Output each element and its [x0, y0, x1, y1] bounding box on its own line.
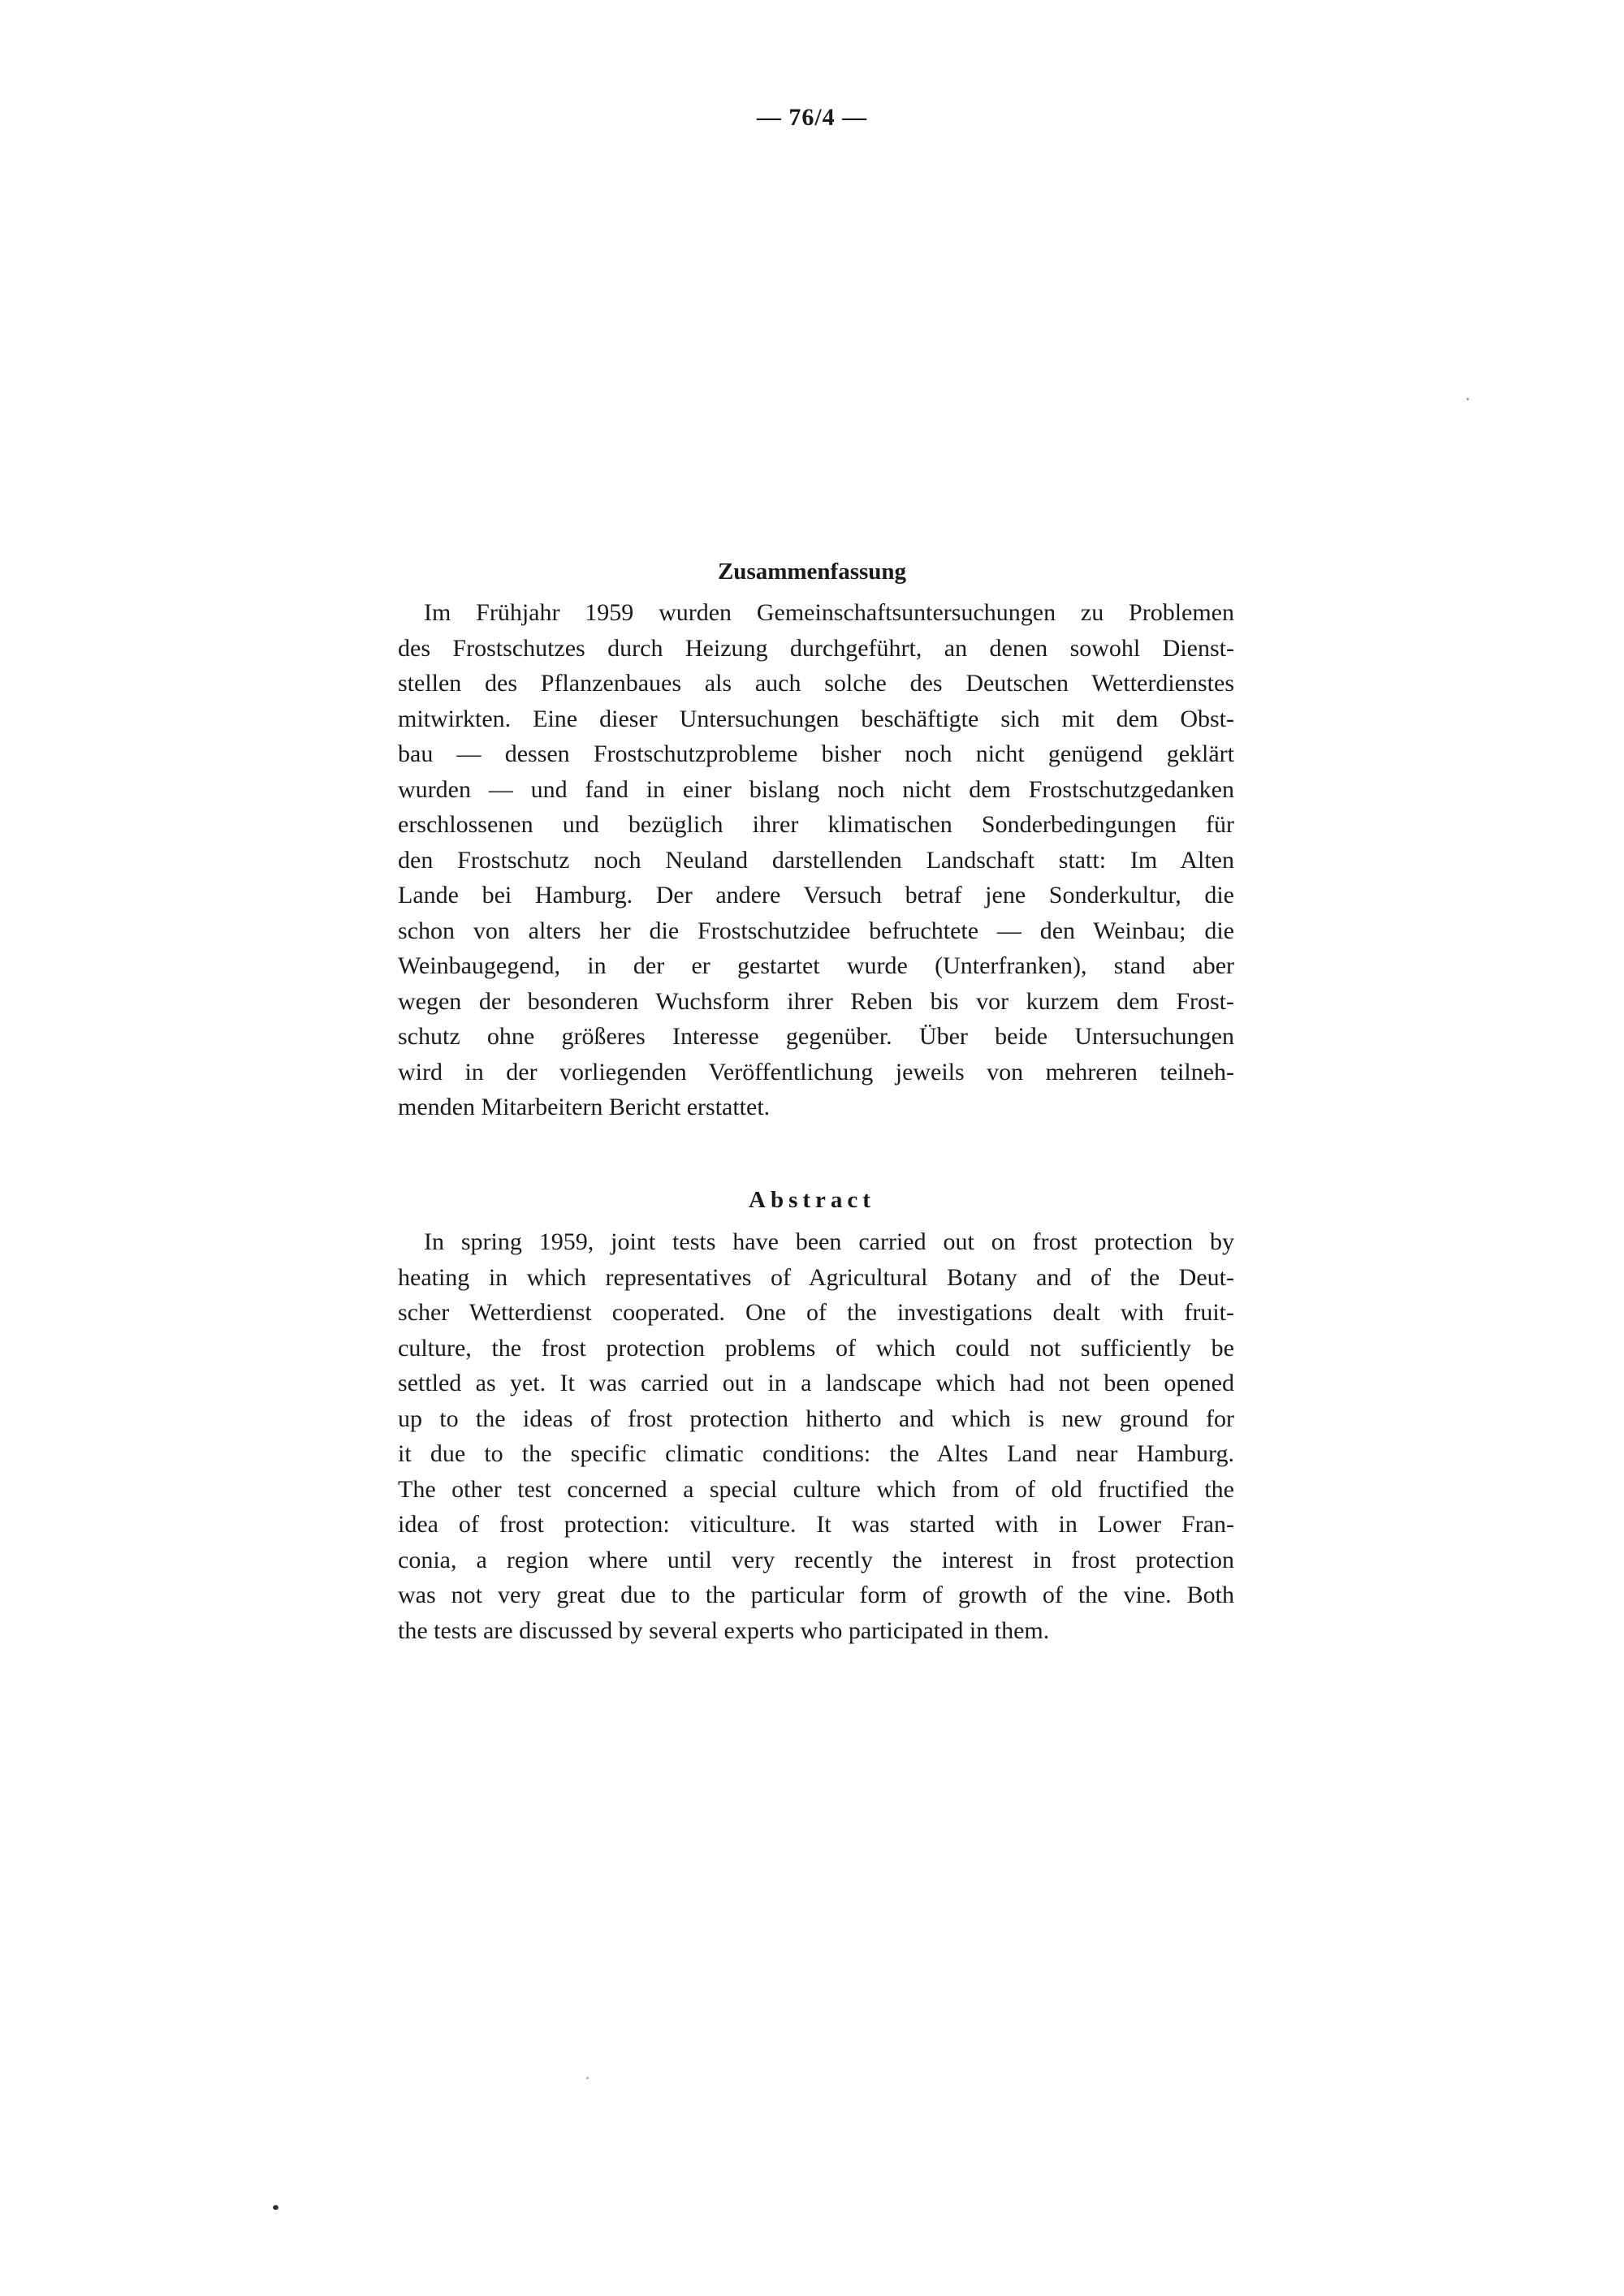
paragraph-line: bau — dessen Frostschutzprobleme bisher noch nicht genügend geklärt	[398, 740, 1234, 767]
paragraph-line: mitwirkten. Eine dieser Untersuchungen beschäftigte sich mit dem Obst-	[398, 705, 1234, 732]
paragraph-line: schutz ohne größeres Interesse gegenüber. Über beide Untersuchungen	[398, 1023, 1234, 1050]
paragraph-line: des Frostschutzes durch Heizung durchgeführt, an denen sowohl Dienst-	[398, 634, 1234, 662]
paragraph-line: erschlossenen und bezüglich ihrer klimatischen Sonderbedingungen für	[398, 811, 1234, 838]
scan-speck	[273, 2205, 279, 2210]
paragraph-line: stellen des Pflanzenbaues als auch solche des Deutschen Wetterdienstes	[398, 670, 1234, 697]
paragraph-line: menden Mitarbeitern Bericht erstattet.	[398, 1094, 771, 1120]
abstract-heading: Abstract	[749, 1187, 875, 1213]
paragraph-line: wurden — und fand in einer bislang noch nicht dem Frostschutzgedanken	[398, 775, 1234, 803]
paragraph-line: The other test concerned a special culture which from of old fructified the	[398, 1475, 1234, 1503]
paragraph-line: heating in which representatives of Agricultural Botany and of the Deut-	[398, 1263, 1234, 1291]
paragraph-line: scher Wetterdienst cooperated. One of the investigations dealt with fruit-	[398, 1299, 1234, 1326]
paragraph-line: Im Frühjahr 1959 wurden Gemeinschaftsuntersuchungen zu Problemen	[424, 599, 1234, 626]
paragraph-line: den Frostschutz noch Neuland darstellenden Landschaft statt: Im Alten	[398, 846, 1234, 874]
paragraph-line: culture, the frost protection problems of which could not sufficiently be	[398, 1334, 1234, 1362]
scan-speck	[1466, 398, 1469, 400]
zusammenfassung-body	[398, 595, 1234, 1125]
paragraph-line: schon von alters her die Frostschutzidee befruchtete — den Weinbau; die	[398, 917, 1234, 944]
paragraph-line: Weinbaugegend, in der er gestartet wurde (Unterfranken), stand aber	[398, 952, 1234, 979]
paragraph-line: Lande bei Hamburg. Der andere Versuch betraf jene Sonderkultur, die	[398, 882, 1234, 908]
abstract-body	[398, 1224, 1234, 1648]
paragraph-line: idea of frost protection: viticulture. It was started with in Lower Fran-	[398, 1511, 1234, 1538]
paragraph-line: it due to the specific climatic conditions: the Altes Land near Hamburg.	[398, 1440, 1234, 1467]
zusammenfassung-heading: Zusammenfassung	[717, 559, 907, 585]
paragraph-line: conia, a region where until very recently the interest in frost protection	[398, 1546, 1234, 1573]
paragraph-line: was not very great due to the particular form of growth of the vine. Both	[398, 1582, 1234, 1608]
page-number: — 76/4 —	[756, 104, 868, 131]
paragraph-line: In spring 1959, joint tests have been carried out on frost protection by	[424, 1228, 1234, 1255]
scan-speck	[586, 2077, 589, 2079]
paragraph-line: settled as yet. It was carried out in a landscape which had not been opened	[398, 1370, 1234, 1396]
paragraph-line: wird in der vorliegenden Veröffentlichung jeweils von mehreren teilneh-	[398, 1058, 1234, 1085]
paragraph-line: wegen der besonderen Wuchsform ihrer Reben bis vor kurzem dem Frost-	[398, 987, 1234, 1015]
paragraph-line: the tests are discussed by several experts who participated in them.	[398, 1616, 1050, 1644]
paragraph-line: up to the ideas of frost protection hitherto and which is new ground for	[398, 1405, 1234, 1432]
